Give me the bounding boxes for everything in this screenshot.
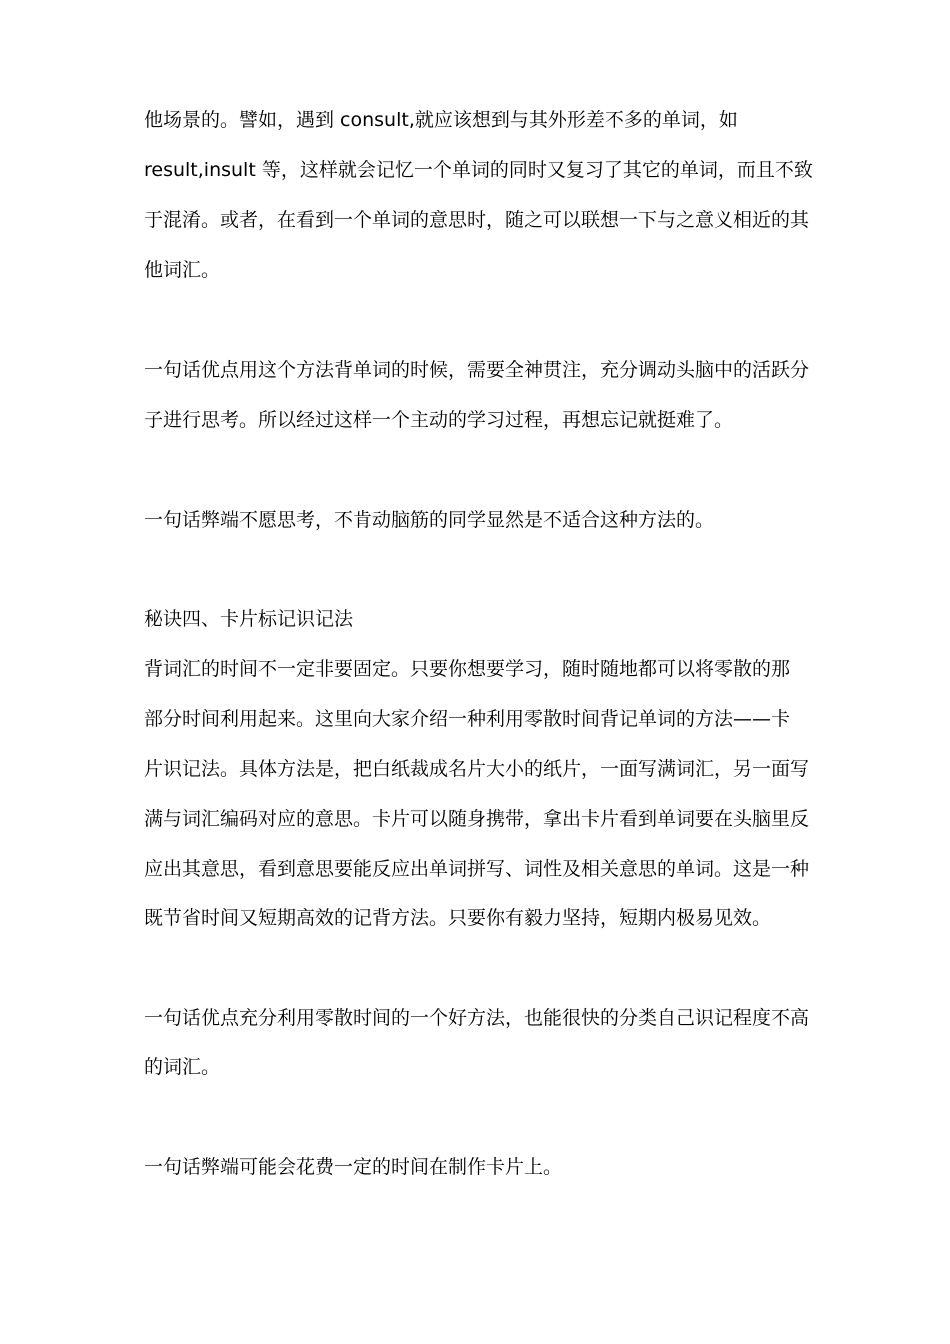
text-line: 应出其意思，看到意思要能反应出单词拼写、词性及相关意思的单词。这是一种 xyxy=(144,858,810,880)
text-line: 于混淆。或者，在看到一个单词的意思时，随之可以联想一下与之意义相近的其 xyxy=(144,209,810,231)
text-line: 的词汇。 xyxy=(144,1056,221,1078)
text-line: 一句话优点充分利用零散时间的一个好方法，也能很快的分类自己识记程度不高 xyxy=(144,1007,810,1029)
text-line: 部分时间利用起来。这里向大家介绍一种利用零散时间背记单词的方法——卡 xyxy=(144,708,791,730)
text-line: 既节省时间又短期高效的记背方法。只要你有毅力坚持，短期内极易见效。 xyxy=(144,907,772,929)
text-line: 一句话弊端不愿思考，不肯动脑筋的同学显然是不适合这种方法的。 xyxy=(144,509,715,531)
text-line: 他场景的。譬如，遇到 consult,就应该想到与其外形差不多的单词，如 xyxy=(144,109,738,131)
text-line: 一句话优点用这个方法背单词的时候，需要全神贯注，充分调动头脑中的活跃分 xyxy=(144,359,810,381)
text-line: 片识记法。具体方法是，把白纸裁成名片大小的纸片，一面写满词汇，另一面写 xyxy=(144,758,810,780)
text-line: 一句话弊端可能会花费一定的时间在制作卡片上。 xyxy=(144,1156,563,1178)
text-line: result,insult 等，这样就会记忆一个单词的同时又复习了其它的单词，而且不致 xyxy=(144,159,813,181)
text-line: 满与词汇编码对应的意思。卡片可以随身携带，拿出卡片看到单词要在头脑里反 xyxy=(144,808,810,830)
text-line: 他词汇。 xyxy=(144,259,221,281)
text-line: 背词汇的时间不一定非要固定。只要你想要学习，随时随地都可以将零散的那 xyxy=(144,658,791,680)
section-heading: 秘诀四、卡片标记识记法 xyxy=(144,608,354,630)
text-line: 子进行思考。所以经过这样一个主动的学习过程，再想忘记就挺难了。 xyxy=(144,409,734,431)
